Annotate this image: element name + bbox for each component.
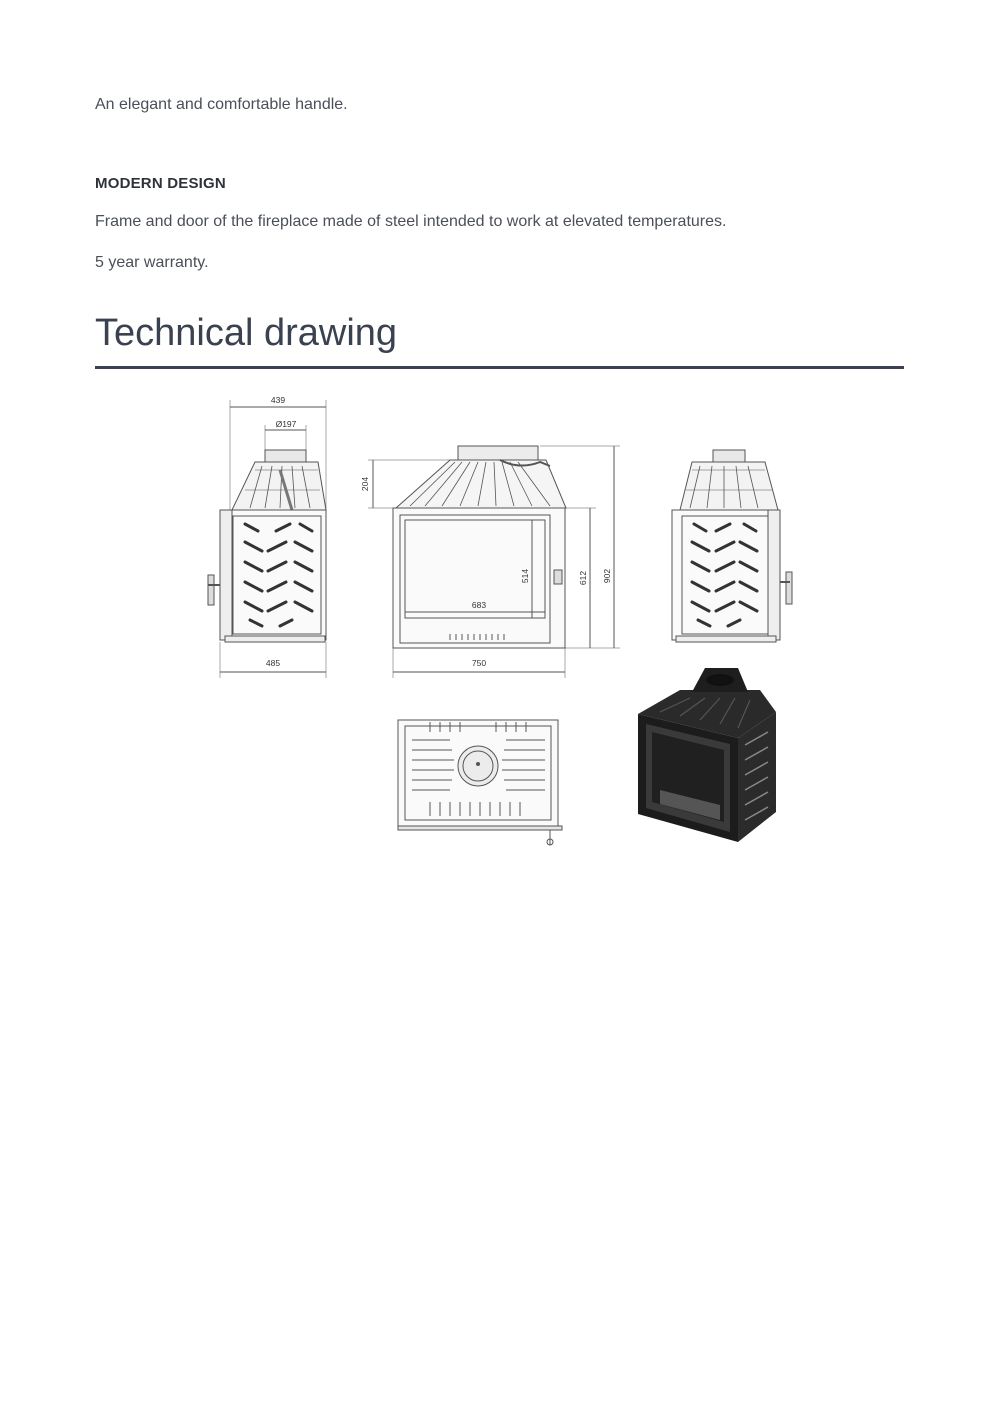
side-view-left xyxy=(208,400,326,678)
dim-door-height: 612 xyxy=(578,570,588,586)
front-view xyxy=(368,446,620,678)
dim-flue-diameter: Ø197 xyxy=(275,419,297,429)
isometric-view xyxy=(638,668,776,842)
warranty-text: 5 year warranty. xyxy=(95,254,209,271)
handle-description: An elegant and comfortable handle. xyxy=(95,96,348,113)
modern-design-body: Frame and door of the fireplace made of steel intended to work at elevated temperatures. xyxy=(95,213,727,230)
section-title: Technical drawing xyxy=(95,312,398,354)
top-view xyxy=(398,720,562,845)
dim-front-width: 750 xyxy=(471,658,487,668)
dim-total-height: 902 xyxy=(602,568,612,584)
dim-opening-height: 514 xyxy=(520,568,530,584)
dim-side-top-width: 439 xyxy=(270,395,286,405)
side-view-right xyxy=(672,450,792,642)
modern-design-heading: MODERN DESIGN xyxy=(95,175,226,192)
dim-side-depth: 485 xyxy=(265,658,281,668)
dim-hood-height: 204 xyxy=(360,476,370,492)
dim-inner-width: 683 xyxy=(471,600,487,610)
